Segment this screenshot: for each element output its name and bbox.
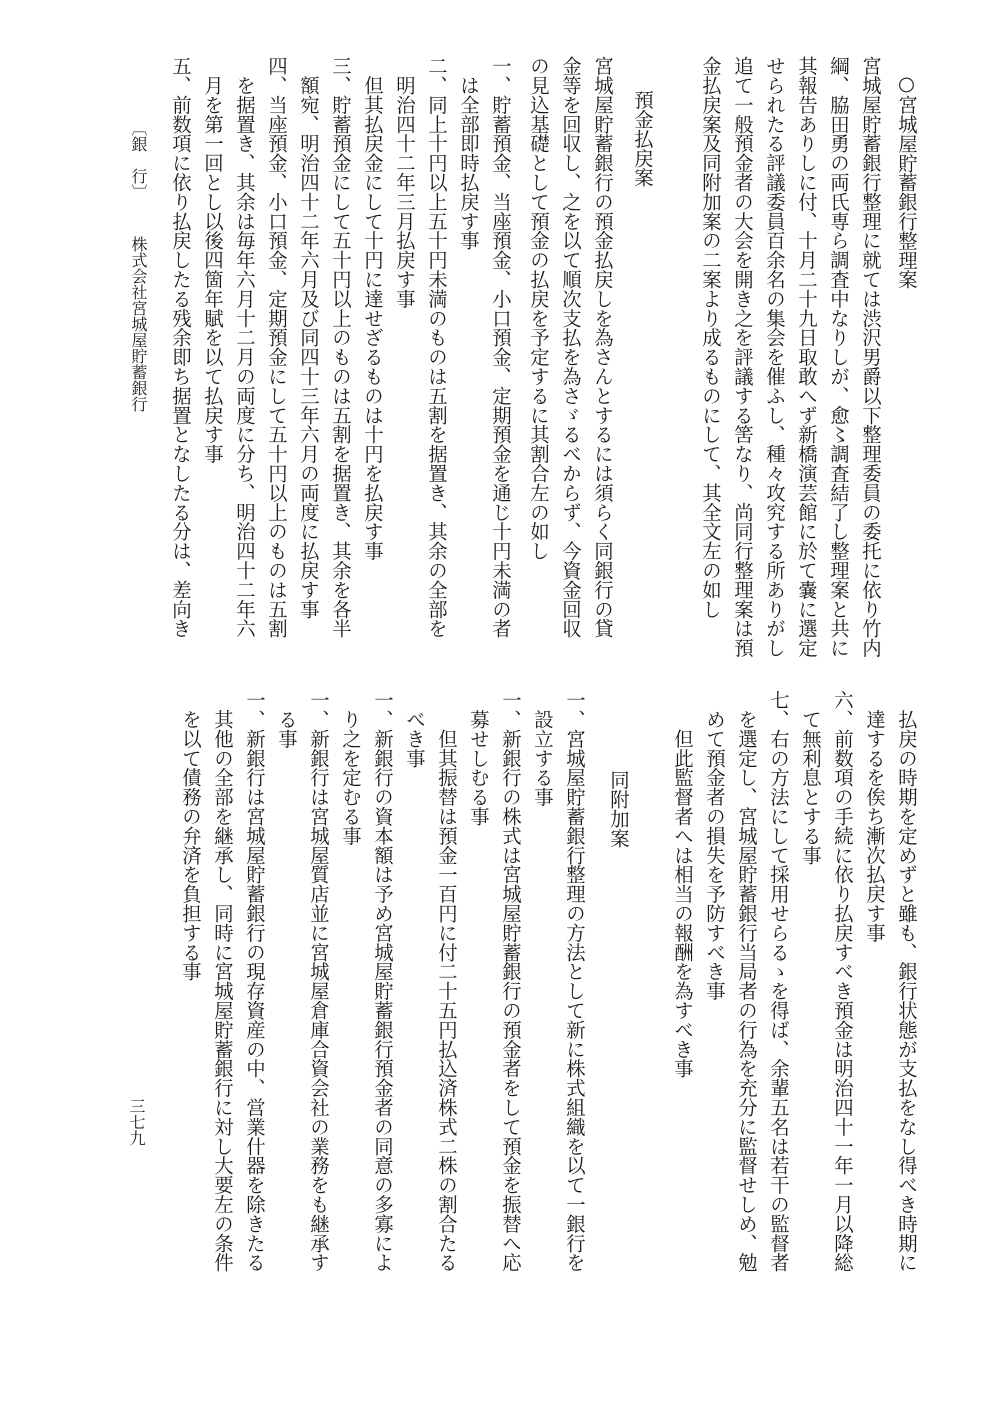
appendix-item: り之を定むる事 xyxy=(339,690,362,846)
list-item: 但此監督者へは相当の報酬を為すべき事 xyxy=(671,690,694,1078)
appendix-item: 一、新銀行の株式は宮城屋貯蓄銀行の預金者をして預金を振替へ応 xyxy=(499,690,522,1272)
list-item: は全部即時払戻す事 xyxy=(457,56,480,250)
appendix-item: 一、宮城屋貯蓄銀行整理の方法として新に株式組織を以て一銀行を xyxy=(563,690,586,1272)
list-item: 達するを俟ち漸次払戻す事 xyxy=(863,690,886,943)
appendix-item: る事 xyxy=(275,690,298,749)
list-item: 七、右の方法にして採用せらるゝを得ば、余輩五名は若干の監督者 xyxy=(767,690,790,1272)
list-item: 払戻の時期を定めずと雖も、銀行状態が支払をなし得べき時期に xyxy=(895,690,918,1272)
appendix-item: 募せしむる事 xyxy=(467,690,490,826)
list-item: 明治四十二年三月払戻す事 xyxy=(393,56,416,309)
appendix-item: 其他の全部を継承し、同時に宮城屋貯蓄銀行に対し大要左の条件 xyxy=(211,690,234,1272)
list-item: 但其払戻金にして十円に達せざるものは十円を払戻す事 xyxy=(361,56,384,561)
appendix-item: 但其振替は預金一百円に付二十五円払込済株式二株の割合たる xyxy=(435,690,458,1272)
intro-line: 宮城屋貯蓄銀行整理に就ては渋沢男爵以下整理委員の委托に依り竹内 xyxy=(859,56,882,658)
appendix-item: を以て債務の弁済を負担する事 xyxy=(179,690,202,981)
intro-line: 金払戻案及同附加案の二案より成るものにして、其全文左の如し xyxy=(699,56,722,619)
list-item: 一、貯蓄預金、当座預金、小口預金、定期預金を通じ十円未満の者 xyxy=(489,56,512,638)
list-item: めて預金者の損失を予防すべき事 xyxy=(703,690,726,1001)
running-header-company: 株式会社宮城屋貯蓄銀行 xyxy=(129,236,148,412)
list-item: て無利息とする事 xyxy=(799,690,822,865)
appendix-item: 設立する事 xyxy=(531,690,554,807)
article-title: ○宮城屋貯蓄銀行整理案 xyxy=(895,72,918,289)
list-item: を据置き、其余は毎年六月十二月の両度に分ち、明治四十二年六 xyxy=(233,56,256,638)
section-heading: 同附加案 xyxy=(607,770,630,848)
page-number: 三七九 xyxy=(127,1098,146,1146)
section-intro-line: 宮城屋貯蓄銀行の預金払戻しを為さんとするには須らく同銀行の貸 xyxy=(591,56,614,638)
section-intro-line: の見込基礎として預金の払戻を予定するに其割合左の如し xyxy=(527,56,550,561)
intro-line: 其報告ありしに付、十月二十九日取敢へず新橋演芸館に於て嚢に選定 xyxy=(795,56,818,658)
appendix-item: 一、新銀行は宮城屋質店並に宮城屋倉庫合資会社の業務をも継承す xyxy=(307,690,330,1272)
section-intro-line: 金等を回収し、之を以て順次支払を為さゞるべからず、今資金回収 xyxy=(559,56,582,638)
appendix-item: べき事 xyxy=(403,690,426,768)
list-item: 額宛、明治四十二年六月及び同四十三年六月の両度に払戻す事 xyxy=(297,56,320,619)
section-heading: 預金払戻案 xyxy=(631,90,654,187)
list-item: 二、同上十円以上五十円未満のものは五割を据置き、其余の全部を xyxy=(425,56,448,638)
list-item: 六、前数項の手続に依り払戻すべき預金は明治四十一年一月以降総 xyxy=(831,690,854,1272)
running-header-category: 〔銀 行〕 xyxy=(129,120,148,200)
list-item: を選定し、宮城屋貯蓄銀行当局者の行為を充分に監督せしめ、勉 xyxy=(735,690,758,1272)
appendix-item: 一、新銀行の資本額は予め宮城屋貯蓄銀行預金者の同意の多寡によ xyxy=(371,690,394,1272)
intro-line: せられたる評議委員百余名の集会を催ふし、種々攻究する所ありがし xyxy=(763,56,786,658)
list-item: 五、前数項に依り払戻したる残余即ち据置となしたる分は、差向き xyxy=(169,56,192,638)
list-item: 月を第一回とし以後四箇年賦を以て払戻す事 xyxy=(201,56,224,464)
appendix-item: 一、新銀行は宮城屋貯蓄銀行の現存資産の中、営業什器を除きたる xyxy=(243,690,266,1272)
intro-line: 綱、脇田勇の両氏専ら調査中なりしが、愈〻調査結了し整理案と共に xyxy=(827,56,850,658)
intro-line: 追て一般預金者の大会を開き之を評議する筈なり、尚同行整理案は預 xyxy=(731,56,754,658)
list-item: 三、貯蓄預金にして五十円以上のものは五割を据置き、其余を各半 xyxy=(329,56,352,638)
list-item: 四、当座預金、小口預金、定期預金にして五十円以上のものは五割 xyxy=(265,56,288,638)
